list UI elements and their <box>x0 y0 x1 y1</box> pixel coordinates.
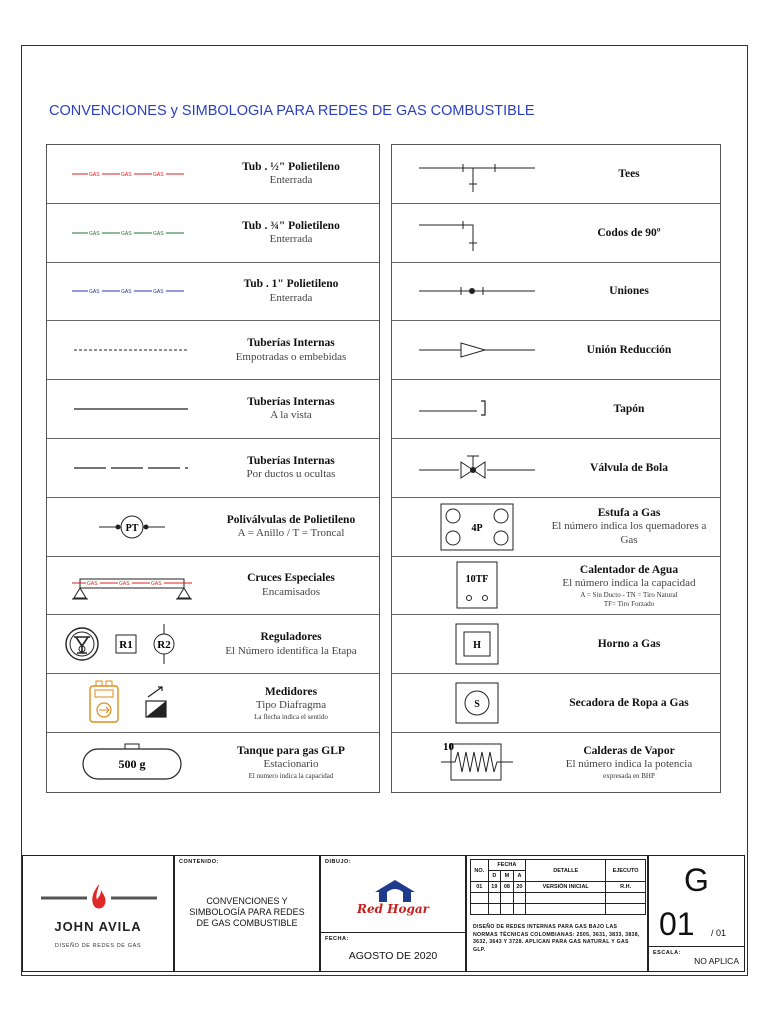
legend-row <box>47 557 379 616</box>
rev-no: 01 <box>471 882 489 893</box>
gas-label: GAS <box>153 289 164 296</box>
scale-value: NO APLICA <box>694 956 739 966</box>
rev-header-d: D <box>488 871 501 882</box>
row-note: A = Sin Ducto - TN = Tiro Natural <box>580 590 678 599</box>
sheet-box <box>648 855 745 972</box>
legend-row <box>392 733 720 792</box>
legend-right-column <box>391 144 721 793</box>
rev-header-detalle: DETALLE <box>526 860 606 882</box>
tee-symbol <box>392 145 562 203</box>
row-note: TF= Tiro Forzado <box>603 599 655 608</box>
date-label: FECHA: <box>325 936 349 942</box>
row-title: Uniones <box>609 285 649 298</box>
legend-row <box>47 615 379 674</box>
gas-label: GAS <box>121 230 132 237</box>
legend-row <box>47 204 379 263</box>
legend-row <box>392 380 720 439</box>
row-subtitle: Encamisados <box>261 585 321 598</box>
rev-ejecuto: R.H. <box>606 882 646 893</box>
rev-header-m: M <box>501 871 514 882</box>
reducer-symbol <box>392 321 562 379</box>
pipe-green-gas-symbol <box>47 204 217 262</box>
dashed-line-symbol <box>47 321 217 379</box>
gas-label: GAS <box>121 171 132 178</box>
row-subtitle: Enterrada <box>269 233 313 245</box>
dash-long-line-symbol <box>47 439 217 497</box>
rev-header-ejecuto: EJECUTO <box>606 860 646 882</box>
water-heater-symbol <box>392 557 562 615</box>
standards-description: DISEÑO DE REDES INTERNAS PARA GAS BAJO LAS NORMAS TÉCNICAS COLOMBIANAS: 2505, 3631, 3833, 3838, 3632, 3643 Y 3728. APLICAN PARA GAS NATURAL Y GAS GLP. <box>473 924 640 953</box>
rev-a: 20 <box>513 882 526 893</box>
sheet-number: 01 <box>659 906 695 942</box>
content-label: CONTENIDO: <box>179 859 219 865</box>
regulator-label: R2 <box>157 639 171 652</box>
row-title: Tuberías Internas <box>247 454 335 467</box>
row-title: Cruces Especiales <box>247 572 335 585</box>
row-note: El numero indica la capacidad <box>248 772 334 781</box>
legend-row <box>47 439 379 498</box>
company-logo-box <box>22 855 174 972</box>
row-subtitle: A la vista <box>270 409 312 422</box>
legend-row <box>392 498 720 557</box>
scale-label: ESCALA: <box>653 950 681 956</box>
row-title: Estufa a Gas <box>597 506 661 519</box>
table-row <box>471 882 646 893</box>
regulator-icon <box>66 628 98 660</box>
legend-left-column <box>46 144 380 793</box>
oven-label: H <box>473 640 481 652</box>
legend-row <box>392 321 720 380</box>
legend-row <box>47 145 379 204</box>
meters-symbol <box>47 674 217 732</box>
row-title: Tub . ½" Polietileno <box>242 160 340 173</box>
legend-row <box>392 557 720 616</box>
pipe-red-gas-symbol <box>47 145 217 203</box>
legend-row <box>392 615 720 674</box>
row-title: Tanque para gas GLP <box>237 744 345 757</box>
row-subtitle: El número indica la potencia <box>565 758 693 771</box>
regulators-symbol <box>47 615 217 673</box>
gas-label: GAS <box>89 289 100 296</box>
drawing-box <box>320 855 466 972</box>
rev-detalle: VERSIÓN INICIAL <box>526 882 606 893</box>
row-title: Tees <box>618 167 640 180</box>
row-title: Codos de 90º <box>597 226 661 239</box>
gas-label: GAS <box>151 581 162 588</box>
rev-header-fecha: FECHA <box>488 860 526 871</box>
row-subtitle: Enterrada <box>269 291 313 304</box>
legend-row <box>47 674 379 733</box>
row-subtitle: Tipo Diafragma <box>255 699 327 711</box>
gas-label: GAS <box>87 581 98 588</box>
regulator-label: R1 <box>119 639 133 652</box>
boiler-power-label: 10 <box>443 741 454 754</box>
row-subtitle: Empotradas o embebidas <box>235 350 347 363</box>
oven-symbol <box>392 615 562 673</box>
content-text: CONVENCIONES Y SIMBOLOGÍA PARA REDES DE GAS COMBUSTIBLE <box>189 896 305 928</box>
house-logo-icon <box>371 878 419 904</box>
company-tagline: DISEÑO DE REDES DE GAS <box>54 943 142 949</box>
sheet-letter: G <box>684 862 709 898</box>
ball-valve-symbol <box>392 439 562 497</box>
revision-box <box>466 855 648 972</box>
polyvalve-symbol <box>47 498 217 556</box>
row-title: Unión Reducción <box>586 344 672 357</box>
gas-label: GAS <box>121 289 132 296</box>
polyvalve-label: PT <box>125 522 139 534</box>
row-subtitle: Por ductos u ocultas <box>246 468 336 481</box>
gas-label: GAS <box>119 581 130 588</box>
date-value: AGOSTO DE 2020 <box>348 950 438 962</box>
row-title: Tuberías Internas <box>247 396 335 409</box>
heater-capacity-label: 10TF <box>465 574 489 586</box>
row-note: La flecha indica el sentido <box>254 712 328 721</box>
dryer-symbol <box>392 674 562 732</box>
flame-logo-icon <box>37 880 161 912</box>
gas-label: GAS <box>89 171 100 178</box>
row-title: Calderas de Vapor <box>583 744 675 757</box>
drawing-brand: Red Hogar <box>356 902 429 916</box>
company-name: JOHN AVILA <box>54 919 142 934</box>
legend-row <box>47 733 379 792</box>
burners-label: 4P <box>471 522 483 534</box>
legend-row <box>47 498 379 557</box>
rev-header-no: NO. <box>471 860 489 882</box>
row-subtitle: Estacionario <box>263 758 319 771</box>
row-title: Poliválvulas de Polietileno <box>226 513 356 526</box>
cap-symbol <box>392 380 562 438</box>
elbow-symbol <box>392 204 562 262</box>
legend-row <box>47 321 379 380</box>
row-subtitle: Enterrada <box>269 174 313 187</box>
row-title: Reguladores <box>260 631 322 644</box>
row-subtitle: El Número identifica la Etapa <box>225 644 357 657</box>
row-note: expresada en BHP <box>603 772 655 781</box>
boiler-symbol <box>392 733 562 792</box>
row-title: Tapón <box>613 402 645 415</box>
special-crossing-symbol <box>47 557 217 615</box>
gas-label: GAS <box>153 230 164 237</box>
row-subtitle: A = Anillo / T = Troncal <box>237 526 345 539</box>
legend-row <box>392 439 720 498</box>
row-title: Calentador de Agua <box>579 563 679 576</box>
rev-m: 08 <box>501 882 514 893</box>
sheet-total: / 01 <box>711 928 727 938</box>
rev-header-a: A <box>513 871 526 882</box>
legend-row <box>392 204 720 263</box>
legend-row <box>47 263 379 322</box>
row-title: Tuberías Internas <box>247 337 335 350</box>
solid-line-symbol <box>47 380 217 438</box>
revision-table <box>470 859 646 915</box>
legend-row <box>392 674 720 733</box>
union-symbol <box>392 263 562 321</box>
rev-d: 19 <box>488 882 501 893</box>
row-title: Horno a Gas <box>597 638 661 651</box>
stove-symbol <box>392 498 562 556</box>
legend-row <box>392 263 720 322</box>
tank-capacity-label: 500 g <box>118 757 146 772</box>
gas-label: GAS <box>89 230 100 237</box>
row-title: Tub . 1" Polietileno <box>243 278 339 291</box>
gas-label: GAS <box>153 171 164 178</box>
content-box <box>174 855 320 972</box>
dryer-label: S <box>474 699 480 711</box>
drawing-label: DIBUJO: <box>325 859 352 865</box>
row-title: Tub . ¾" Polietileno <box>242 219 340 232</box>
pipe-blue-gas-symbol <box>47 263 217 321</box>
row-subtitle: El número indica los quemadores a Gas <box>551 520 707 546</box>
gas-meter-icon <box>90 681 118 722</box>
row-title: Medidores <box>264 685 318 698</box>
row-title: Válvula de Bola <box>590 461 668 474</box>
glp-tank-symbol <box>47 733 217 792</box>
legend-row <box>47 380 379 439</box>
legend-row <box>392 145 720 204</box>
page-title: CONVENCIONES y SIMBOLOGIA PARA REDES DE GAS COMBUSTIBLE <box>49 103 535 119</box>
row-subtitle: El número indica la capacidad <box>562 577 696 590</box>
row-title: Secadora de Ropa a Gas <box>569 696 689 709</box>
